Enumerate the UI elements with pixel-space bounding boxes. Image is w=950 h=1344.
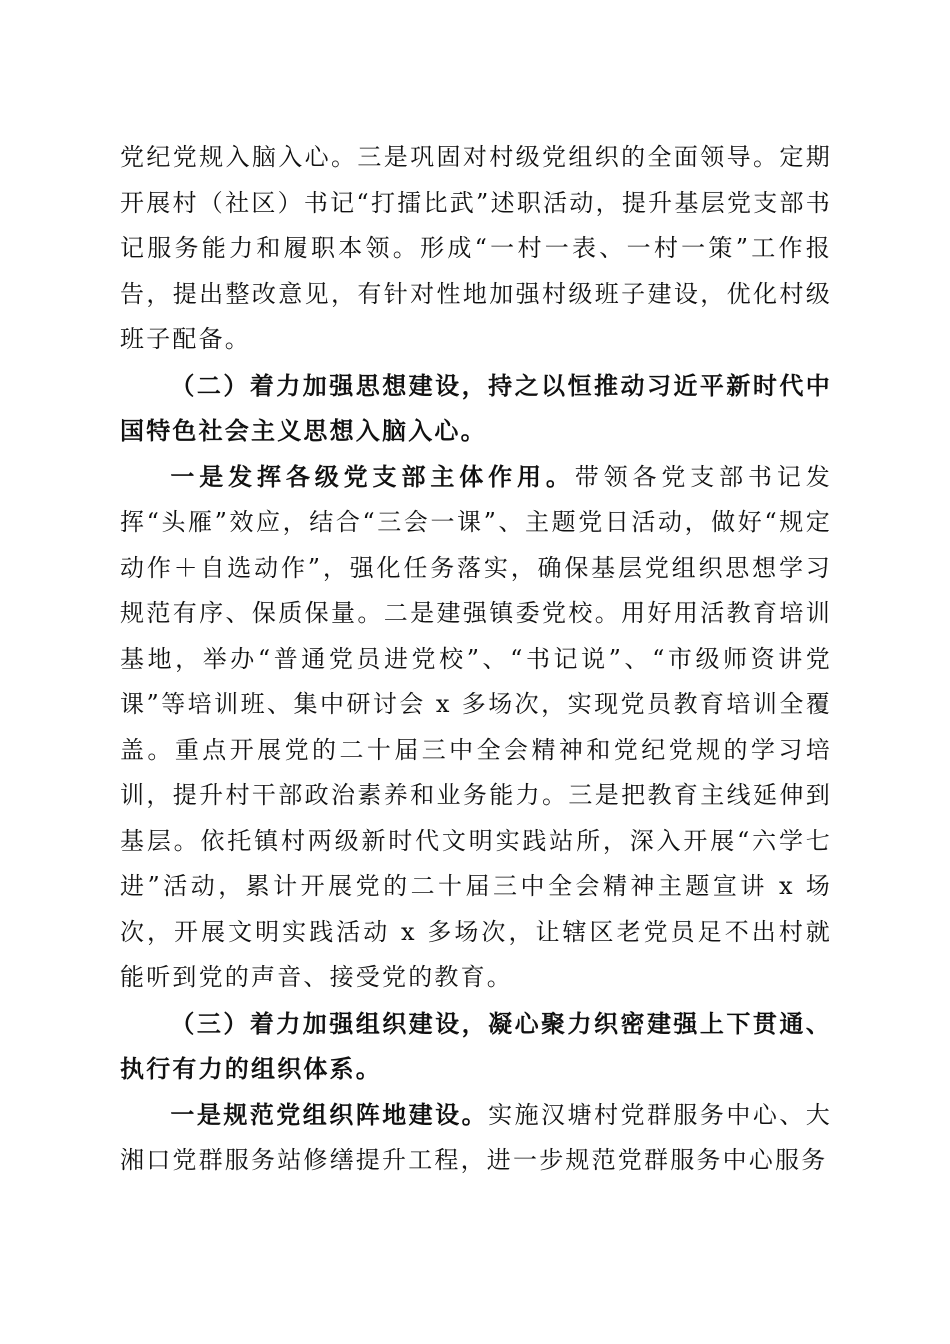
paragraph-text: 实施汉塘村党群服务中心、大湘口党群服务站修缮提升工程，进一步规范党群服务中心服务	[120, 1100, 832, 1174]
section-heading-3	[120, 1001, 832, 1092]
paragraph-continued	[120, 135, 832, 363]
heading-text: （二）着力加强思想建设，持之以恒推动习近平新时代中国特色社会主义思想入脑入心。	[120, 370, 832, 445]
paragraph-thought-building	[120, 454, 832, 1001]
section-heading-2	[120, 363, 832, 454]
paragraph-lead: 一是发挥各级党支部主体作用。	[170, 461, 575, 491]
paragraph-text: 带领各党支部书记发挥“头雁”效应，结合“三会一课”、主题党日活动，做好“规定动作＋自选动作”，强化任务落实，确保基层党组织思想学习规范有序、保质保量。二是建强镇委党校。用好用活教育培训基地，举办“普通党员进党校”、“书记说”、“市级师资讲党课”等培训班、集中研讨会 x 多场次，实现党员教育培训全覆盖。重点开展党的二十届三中全会精神和党纪党规的学习培训，提升村干部政治素养和业务能力。三是把教育主线延伸到基层。依托镇村两级新时代文明实践站所，深入开展“六学七进”活动，累计开展党的二十届三中全会精神主题宣讲 x 场次，开展文明实践活动 x 多场次，让辖区老党员足不出村就能听到党的声音、接受党的教育。	[120, 462, 832, 991]
document-body	[120, 135, 832, 1184]
paragraph-organization-building	[120, 1092, 832, 1184]
heading-text: （三）着力加强组织建设，凝心聚力织密建强上下贯通、执行有力的组织体系。	[120, 1008, 832, 1083]
paragraph-lead: 一是规范党组织阵地建设。	[170, 1099, 489, 1129]
paragraph-text: 党纪党规入脑入心。三是巩固对村级党组织的全面领导。定期开展村（社区）书记“打擂比武”述职活动，提升基层党支部书记服务能力和履职本领。形成“一村一表、一村一策”工作报告，提出整改意见，有针对性地加强村级班子建设，优化村级班子配备。	[120, 143, 832, 353]
